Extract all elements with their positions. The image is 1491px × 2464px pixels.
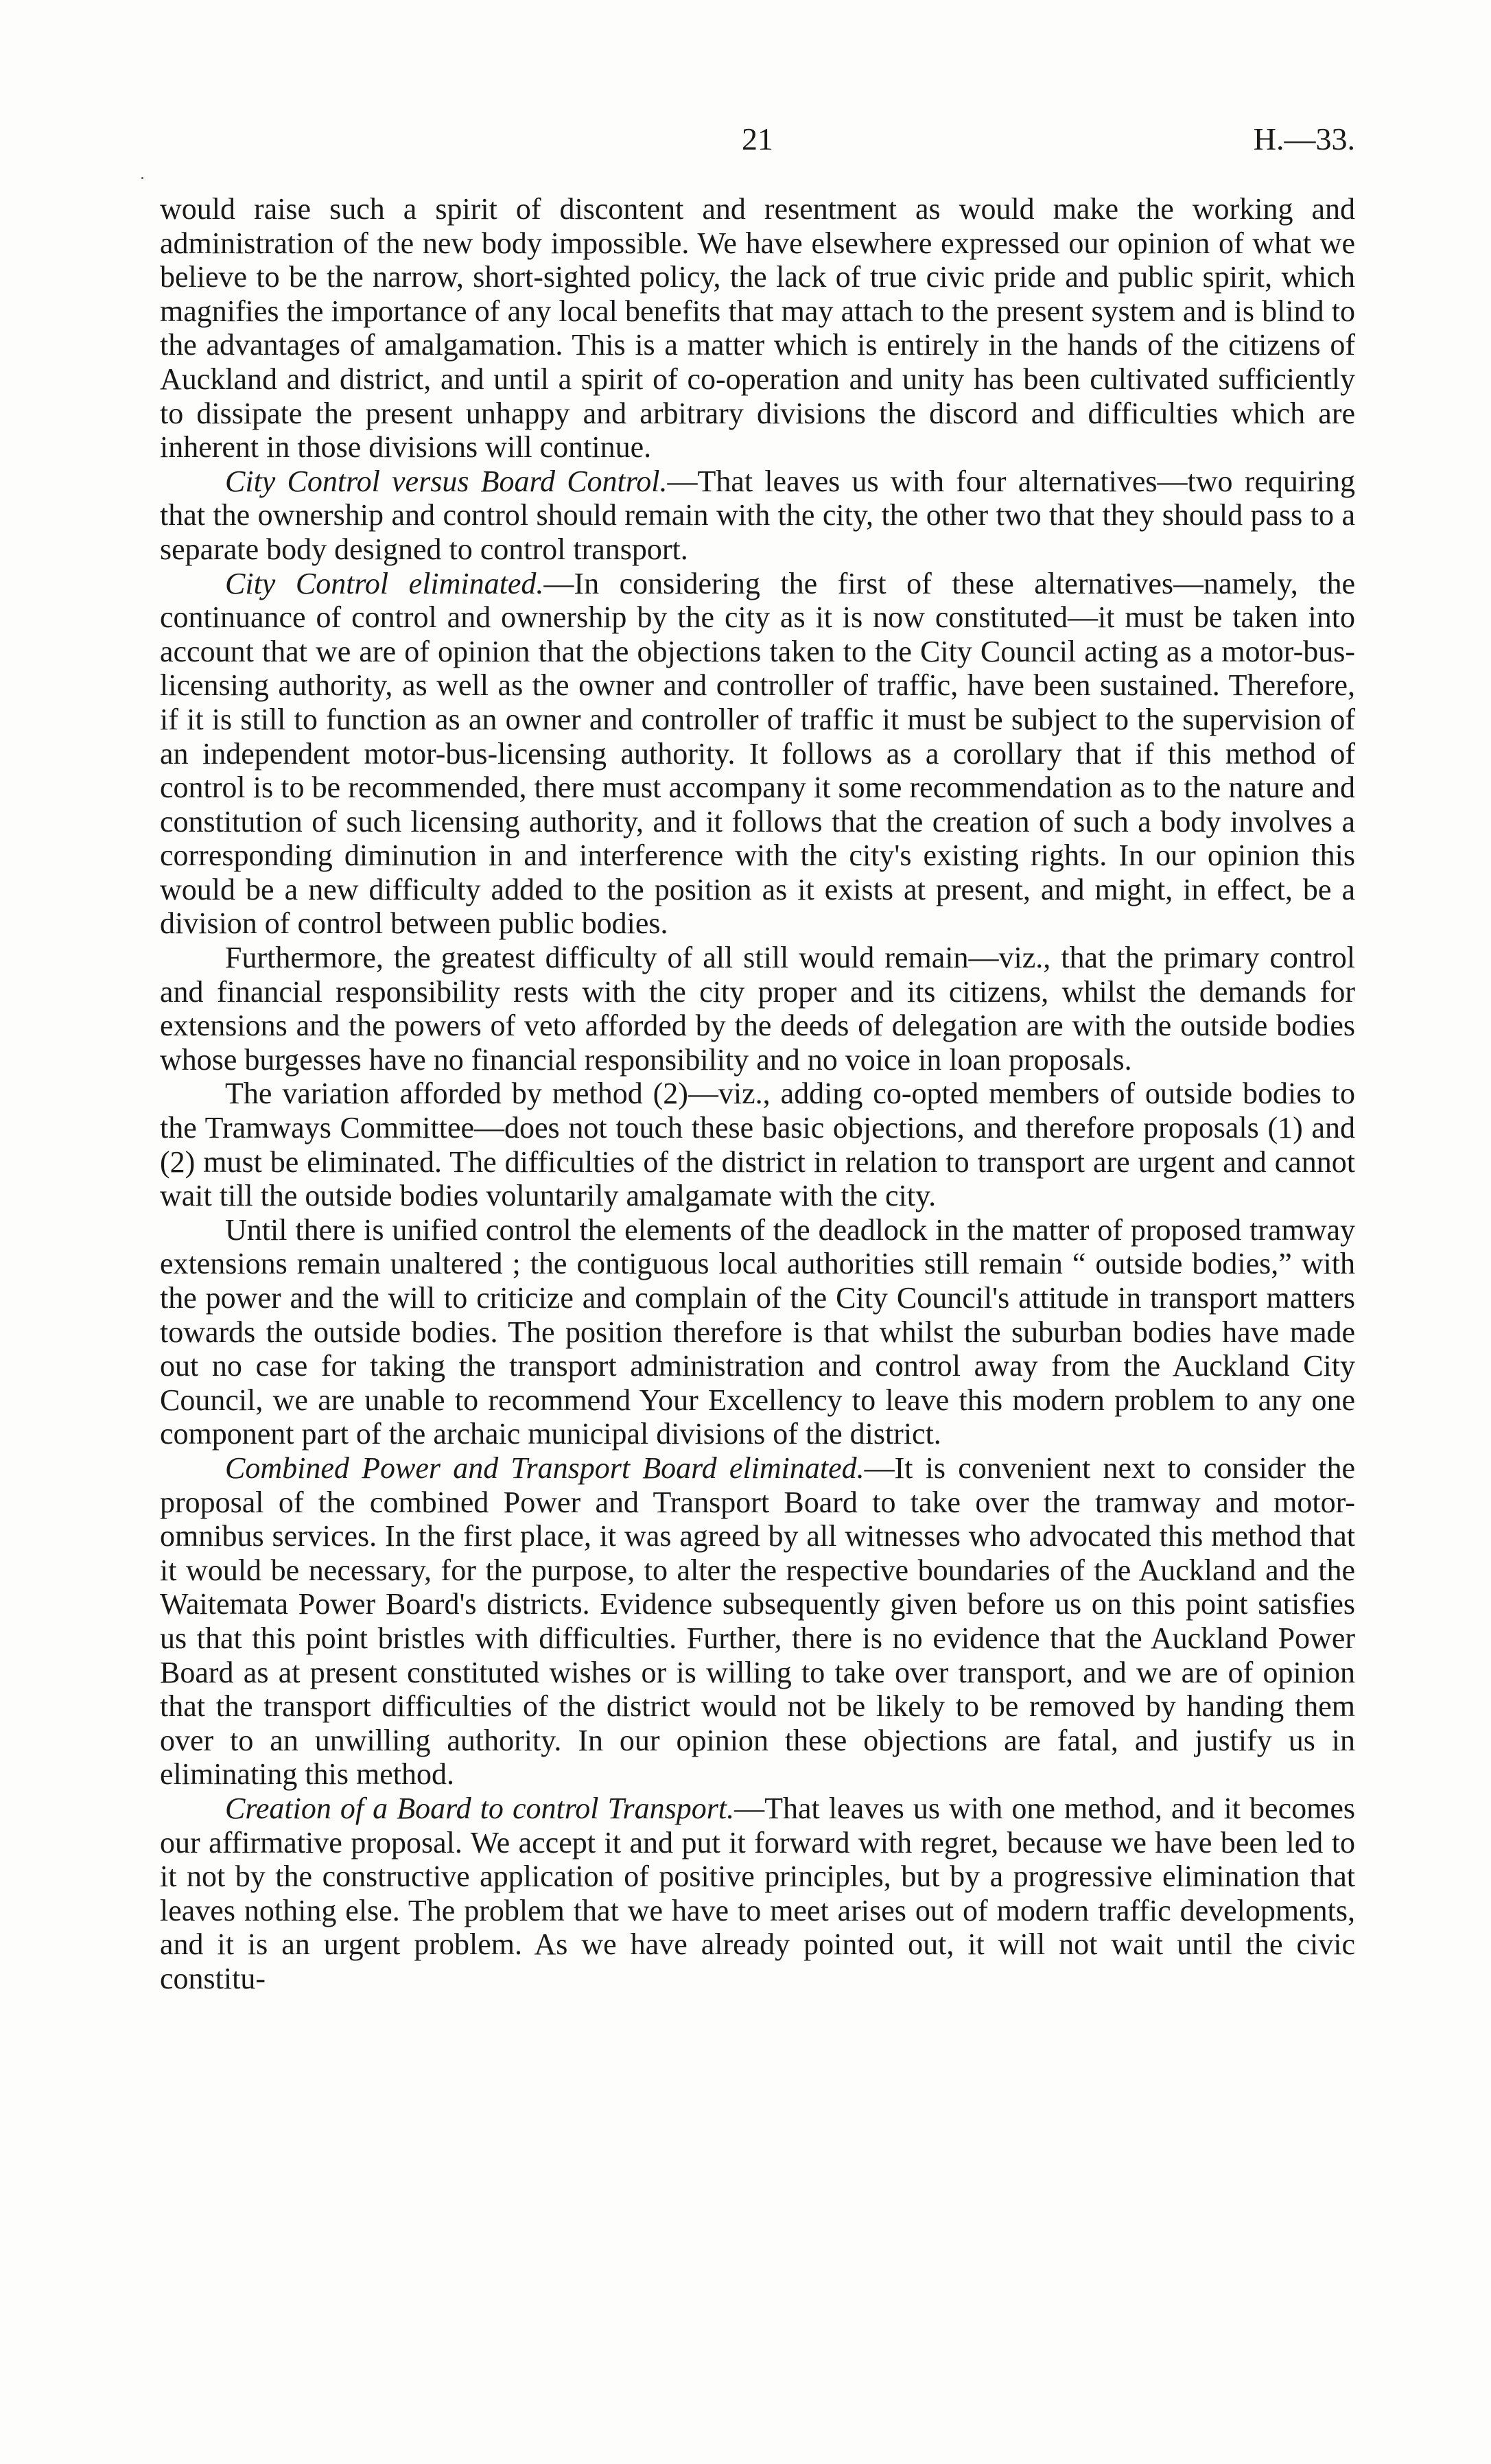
paragraph-text: —That leaves us with one method, and it becomes our affirmative proposal. We accept it and put it forward with regret, because we have been led to it not by the constructive application of positive principles, but by a progressive elimination that leaves nothing else. The problem that we have to meet arises out of modern traffic developments, and it is an urgent problem. As we have already pointed out, it will not wait until the civic constitu- (160, 1791, 1355, 1995)
paragraph-text: The variation afforded by method (2)—viz., adding co-opted members of outside bodies to the Tramways Committee—does not touch these basic objections, and therefore proposals (1) and (2) must be eliminated. The difficulties of the district in relation to transport are urgent and cannot wait till the outside bodies voluntarily amalgamate with the city. (160, 1077, 1355, 1213)
paragraph-combined-board-eliminated (160, 1451, 1355, 1792)
paragraph-unified-control (160, 1213, 1355, 1451)
document-reference: H.—33. (1253, 121, 1355, 156)
body-text (160, 192, 1355, 1995)
paragraph-text: —That leaves us with four alternatives—two requiring that the ownership and control should remain with the city, the other two that they should pass to a separate body designed to control transport. (160, 464, 1355, 566)
scan-speck (141, 177, 143, 179)
paragraph-text: —In considering the first of these alternatives—namely, the continuance of control and ownership by the city as it is now constituted—it must be taken into account that we are of opinion that the objections taken to the City Council acting as a motor-bus-licensing authority, as well as the owner and controller of traffic, have been sustained. Therefore, if it is still to function as an owner and controller of traffic it must be subject to the supervision of an independent motor-bus-licensing authority. It follows as a corollary that if this method of control is to be recommended, there must accompany it some recommendation as to the nature and constitution of such licensing authority, and it follows that the creation of such a body involves a corresponding diminution in and interference with the city's existing rights. In our opinion this would be a new difficulty added to the position as it exists at present, and might, in effect, be a division of control between public bodies. (160, 566, 1355, 941)
paragraph-heading: Creation of a Board to control Transport. (225, 1791, 735, 1825)
paragraph-creation-of-board (160, 1792, 1355, 1996)
paragraph-variation (160, 1077, 1355, 1212)
page-number: 21 (742, 121, 773, 156)
paragraph-text: Furthermore, the greatest difficulty of all still would remain—viz., that the primary control and financial responsibility rests with the city proper and its citizens, whilst the demands for extensions and the powers of veto afforded by the deeds of delegation are with the outside bodies whose burgesses have no financial responsibility and no voice in loan proposals. (160, 941, 1355, 1077)
paragraph-city-control-eliminated (160, 567, 1355, 941)
paragraph-heading: City Control eliminated. (225, 566, 544, 600)
paragraph-text: —It is convenient next to consider the proposal of the combined Power and Transport Board to take over the tramway and motor-omnibus services. In the first place, it was agreed by all witnesses who advocated this method that it would be necessary, for the purpose, to alter the respective boundaries of the Auckland and the Waitemata Power Board's districts. Evidence subsequently given before us on this point satisfies us that this point bristles with difficulties. Further, there is no evidence that the Auckland Power Board as at present constituted wishes or is willing to take over transport, and we are of opinion that the transport difficulties of the district would not be likely to be removed by handing them over to an unwilling authority. In our opinion these objections are fatal, and justify us in eliminating this method. (160, 1451, 1355, 1792)
paragraph-continued (160, 192, 1355, 465)
paragraph-text: Until there is unified control the elements of the deadlock in the matter of proposed tramway extensions remain unaltered ; the contiguous local authorities still remain “ outside bodies,” with the power and the will to criticize and complain of the City Council's attitude in transport matters towards the outside bodies. The position therefore is that whilst the suburban bodies have made out no case for taking the transport administration and control away from the Auckland City Council, we are unable to recommend Your Excellency to leave this modern problem to any one component part of the archaic municipal divisions of the district. (160, 1212, 1355, 1451)
page-header (160, 121, 1355, 162)
paragraph-city-vs-board (160, 465, 1355, 567)
paragraph-text: would raise such a spirit of discontent and resentment as would make the working and administration of the new body impossible. We have elsewhere expressed our opinion of what we believe to be the narrow, short-sighted policy, the lack of true civic pride and public spirit, which magnifies the importance of any local benefits that may attach to the present system and is blind to the advantages of amalgamation. This is a matter which is entirely in the hands of the citizens of Auckland and district, and until a spirit of co-operation and unity has been cultivated sufficiently to dissipate the present unhappy and arbitrary divisions the discord and difficulties which are inherent in those divisions will continue. (160, 192, 1355, 465)
paragraph-heading: Combined Power and Transport Board eliminated. (225, 1451, 865, 1485)
paragraph-furthermore (160, 941, 1355, 1077)
paragraph-heading: City Control versus Board Control. (225, 464, 668, 498)
